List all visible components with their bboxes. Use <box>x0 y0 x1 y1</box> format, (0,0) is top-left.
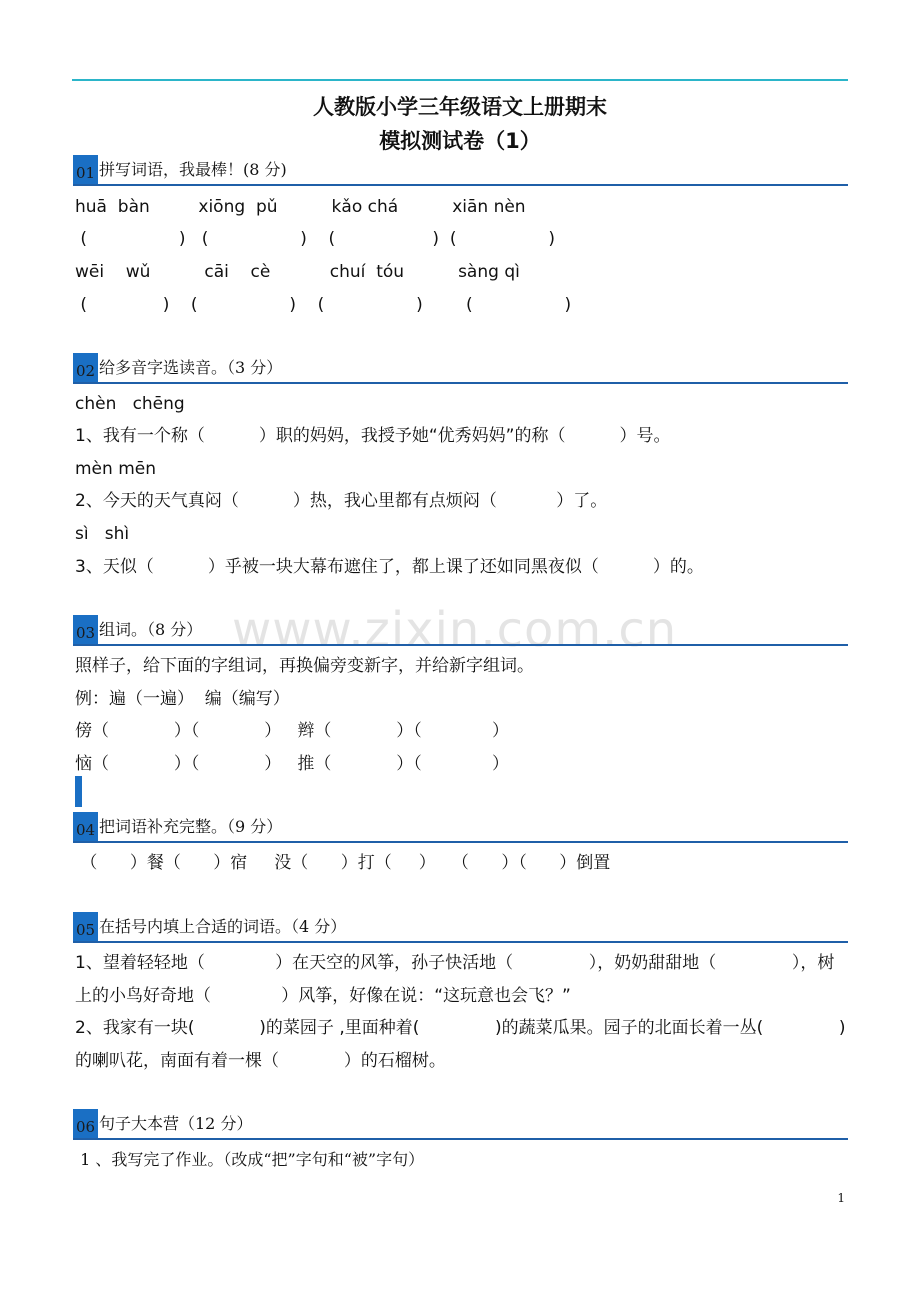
question-1: 1、我有一个称（ ）职的妈妈，我授予她“优秀妈妈”的称（ ）号。 <box>75 426 671 446</box>
answer-blanks-row-1: ( ) ( ) ( ) ( ) <box>75 229 555 249</box>
section-number: 04 <box>73 812 98 841</box>
pinyin-options-3: sì shì <box>75 524 130 544</box>
section-01-header <box>73 155 848 186</box>
section-number: 02 <box>73 353 98 382</box>
word-row-2: 恼（ ）（ ） 推（ ）（ ） <box>75 754 509 774</box>
section-title: 句子大本营（12 分） <box>99 1114 253 1133</box>
watermark: www.zixin.com.cn <box>232 602 678 658</box>
sentence-task-1: 1 、我写完了作业。（改成“把”字句和“被”字句） <box>75 1150 425 1169</box>
paragraph-1-line-1: 1、望着轻轻地（ ）在天空的风筝，孙子快活地（ ），奶奶甜甜地（ ），树 <box>75 953 835 973</box>
section-02-header <box>73 353 848 384</box>
instruction: 照样子，给下面的字组词，再换偏旁变新字，并给新字组词。 <box>75 656 534 676</box>
page-subtitle: 模拟测试卷（1） <box>379 129 541 153</box>
paragraph-2-line-2: 的喇叭花，南面有着一棵（ ）的石榴树。 <box>75 1051 446 1071</box>
word-row-1: 傍（ ）（ ） 辫（ ）（ ） <box>75 721 509 741</box>
answer-blanks-row-2: ( ) ( ) ( ) ( ) <box>75 295 572 315</box>
top-rule <box>72 79 848 81</box>
idiom-row: （ ）餐（ ）宿 没（ ）打（ ） （ ）（ ）倒置 <box>75 853 611 873</box>
pinyin-options-2: mèn mēn <box>75 459 156 479</box>
page-number: 1 <box>837 1191 845 1205</box>
question-2: 2、今天的天气真闷（ ）热，我心里都有点烦闷（ ）了。 <box>75 491 608 511</box>
section-06-header <box>73 1109 848 1140</box>
page-title: 人教版小学三年级语文上册期末 <box>313 95 607 119</box>
section-number: 06 <box>73 1109 98 1138</box>
section-number: 01 <box>73 155 98 184</box>
pinyin-options-1: chèn chēng <box>75 394 185 414</box>
pinyin-row-2: wēi wǔ cāi cè chuí tóu sàng qì <box>75 262 520 282</box>
section-title: 组词。（8 分） <box>99 620 203 639</box>
section-03-header <box>73 615 848 646</box>
section-marker-bar <box>75 776 82 807</box>
section-title: 把词语补充完整。（9 分） <box>99 817 283 836</box>
section-title: 拼写词语，我最棒！(8 分) <box>99 160 287 179</box>
section-title: 在括号内填上合适的词语。（4 分） <box>99 917 347 936</box>
section-04-header <box>73 812 848 843</box>
section-title: 给多音字选读音。（3 分） <box>99 358 283 377</box>
paragraph-2-line-1: 2、我家有一块( )的菜园子 ,里面种着( )的蔬菜瓜果。园子的北面长着一丛( ) <box>75 1018 846 1038</box>
section-number: 05 <box>73 912 98 941</box>
section-05-header <box>73 912 848 943</box>
paragraph-1-line-2: 上的小鸟好奇地（ ）风筝，好像在说：“这玩意也会飞？” <box>75 986 571 1006</box>
question-3: 3、天似（ ）乎被一块大幕布遮住了，都上课了还如同黑夜似（ ）的。 <box>75 557 704 577</box>
section-number: 03 <box>73 615 98 644</box>
pinyin-row-1: huā bàn xiōng pǔ kǎo chá xiān nèn <box>75 197 526 217</box>
example-line: 例：遍（一遍） 编（编写） <box>75 689 290 709</box>
